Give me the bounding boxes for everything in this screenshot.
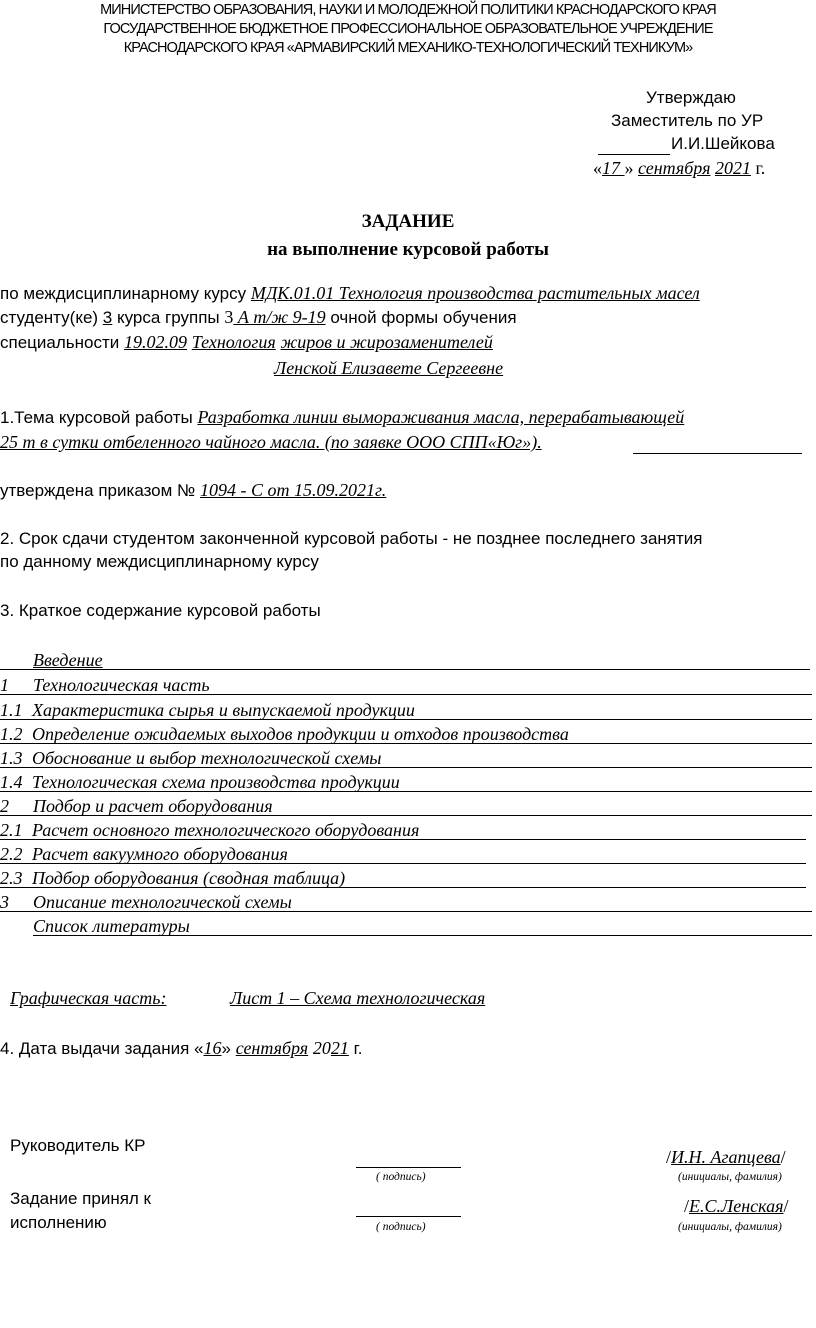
group-code: А т/ж 9-19: [233, 307, 326, 327]
topic-fill-line: [633, 453, 802, 454]
approval-month: сентября: [638, 158, 711, 178]
graphic-part-label: Графическая часть:: [10, 988, 167, 1008]
contents-item: Характеристика сырья и выпускаемой продукции: [32, 700, 415, 720]
contents-heading: 3. Краткое содержание курсовой работы: [0, 601, 321, 620]
accepted-label-2: исполнению: [10, 1213, 107, 1232]
contents-item: Введение: [33, 650, 103, 670]
specialty-code: 19.02.09: [123, 332, 187, 352]
issue-date-label: 4. Дата выдачи задания «: [0, 1039, 204, 1058]
document-title: ЗАДАНИЕ: [361, 211, 455, 232]
deadline-line-2: по данному междисциплинарному курсу: [0, 552, 319, 571]
contents-item: Определение ожидаемых выходов продукции и отходов производства: [32, 724, 569, 744]
discipline-value: МДК.01.01 Технология производства растительных масел: [250, 283, 700, 303]
contents-item: Расчет вакуумного оборудования: [32, 844, 288, 864]
study-form: очной формы обучения: [325, 308, 517, 327]
student-name-field: [684, 1196, 788, 1217]
approval-quote-close: »: [624, 158, 634, 178]
order-line: [0, 480, 386, 501]
institution-type-line: ГОСУДАРСТВЕННОЕ БЮДЖЕТНОЕ ПРОФЕССИОНАЛЬНОЕ ОБРАЗОВАТЕЛЬНОЕ УЧРЕЖДЕНИЕ: [103, 21, 713, 37]
name-slash: /: [783, 1196, 789, 1216]
approval-day: 17: [602, 158, 625, 178]
supervisor-signature-line: [356, 1167, 461, 1168]
approve-label: Утверждаю: [646, 88, 736, 107]
issue-date-line: [0, 1038, 362, 1059]
student-group-line: [0, 307, 517, 328]
contents-item-number: 1.1: [0, 700, 23, 720]
signature-caption: ( подпись): [376, 1221, 426, 1233]
specialty-label: специальности: [0, 333, 124, 352]
contents-item: Технологическая схема производства продукции: [32, 772, 400, 792]
contents-rule: [0, 669, 810, 670]
contents-item: Подбор оборудования (сводная таблица): [32, 868, 346, 888]
order-value: 1094 - С от 15.09.2021г.: [200, 480, 387, 500]
issue-quote-close: »: [221, 1039, 236, 1058]
deadline-line-1: 2. Срок сдачи студентом законченной курсовой работы - не позднее последнего занятия: [0, 529, 703, 548]
student-name: Ленской Елизавете Сергеевне: [274, 358, 504, 378]
supervisor-name: И.Н. Агапцева: [671, 1147, 781, 1167]
supervisor-name-field: [666, 1147, 786, 1168]
document-subtitle: на выполнение курсовой работы: [267, 239, 549, 260]
issue-year-prefix: 20: [312, 1038, 331, 1058]
approver-signature-line: [598, 154, 670, 155]
contents-item: Подбор и расчет оборудования: [33, 796, 273, 816]
approver-position: Заместитель по УР: [611, 111, 764, 130]
order-label: утверждена приказом №: [0, 481, 201, 500]
course-label: курса группы: [112, 308, 225, 327]
approval-quote-open: «: [593, 158, 602, 178]
institution-name-line: КРАСНОДАРСКОГО КРАЯ «АРМАВИРСКИЙ МЕХАНИКО-ТЕХНОЛОГИЧЕСКИЙ ТЕХНИКУМ»: [123, 40, 693, 56]
ministry-line: МИНИСТЕРСТВО ОБРАЗОВАНИЯ, НАУКИ И МОЛОДЕЖНОЙ ПОЛИТИКИ КРАСНОДАРСКОГО КРАЯ: [100, 2, 716, 18]
topic-line-1: [0, 407, 684, 428]
student-signature-line: [356, 1216, 461, 1217]
approver-name: И.И.Шейкова: [671, 134, 775, 153]
student-signature-name: Е.С.Ленская: [689, 1196, 784, 1216]
approval-year-suffix: г.: [750, 158, 766, 178]
name-slash: /: [666, 1147, 672, 1167]
approval-date: [593, 158, 765, 179]
contents-item-number: 3: [0, 892, 9, 912]
contents-item-number: 2: [0, 796, 9, 816]
contents-item-number: 2.1: [0, 820, 23, 840]
accepted-label-1: Задание принял к: [10, 1189, 151, 1208]
student-label: студенту(ке): [0, 308, 103, 327]
graphic-part-value: Лист 1 – Схема технологическая: [230, 988, 486, 1008]
issue-year-suffix: 21: [330, 1038, 349, 1058]
contents-item-number: 1.2: [0, 724, 23, 744]
signature-caption: ( подпись): [376, 1171, 426, 1183]
group-number: 3: [224, 307, 234, 327]
topic-label: 1.Тема курсовой работы: [0, 408, 198, 427]
issue-month: сентября: [235, 1038, 309, 1058]
specialty-name: жиров и жирозаменителей: [280, 332, 493, 352]
contents-item: Технологическая часть: [33, 675, 210, 695]
contents-item: Описание технологической схемы: [33, 892, 292, 912]
contents-item: Обоснование и выбор технологической схемы: [32, 748, 382, 768]
course-number: 3: [102, 308, 113, 327]
contents-item-number: 2.3: [0, 868, 23, 888]
name-caption: (инициалы, фамилия): [678, 1171, 782, 1183]
contents-item: Список литературы: [33, 916, 190, 936]
specialty-word: Технология: [191, 332, 276, 352]
supervisor-label: Руководитель КР: [10, 1136, 146, 1155]
approval-year: 2021: [714, 158, 751, 178]
issue-year-unit: г.: [348, 1039, 363, 1058]
contents-item-number: 1.4: [0, 772, 23, 792]
contents-item-number: 1: [0, 675, 9, 695]
name-slash: /: [780, 1147, 786, 1167]
specialty-line: [0, 332, 493, 353]
discipline-line: [0, 283, 700, 304]
contents-item-number: 2.2: [0, 844, 23, 864]
contents-item-number: 1.3: [0, 748, 23, 768]
issue-day: 16: [203, 1038, 222, 1058]
name-slash: /: [684, 1196, 690, 1216]
name-caption: (инициалы, фамилия): [678, 1221, 782, 1233]
topic-text-2: 25 т в сутки отбеленного чайного масла. (по заявке ООО СПП«Юг»).: [0, 432, 542, 452]
discipline-label: по междисциплинарному курсу: [0, 284, 251, 303]
topic-text-1: Разработка линии вымораживания масла, перерабатывающей: [197, 407, 685, 427]
contents-item: Расчет основного технологического оборудования: [32, 820, 420, 840]
